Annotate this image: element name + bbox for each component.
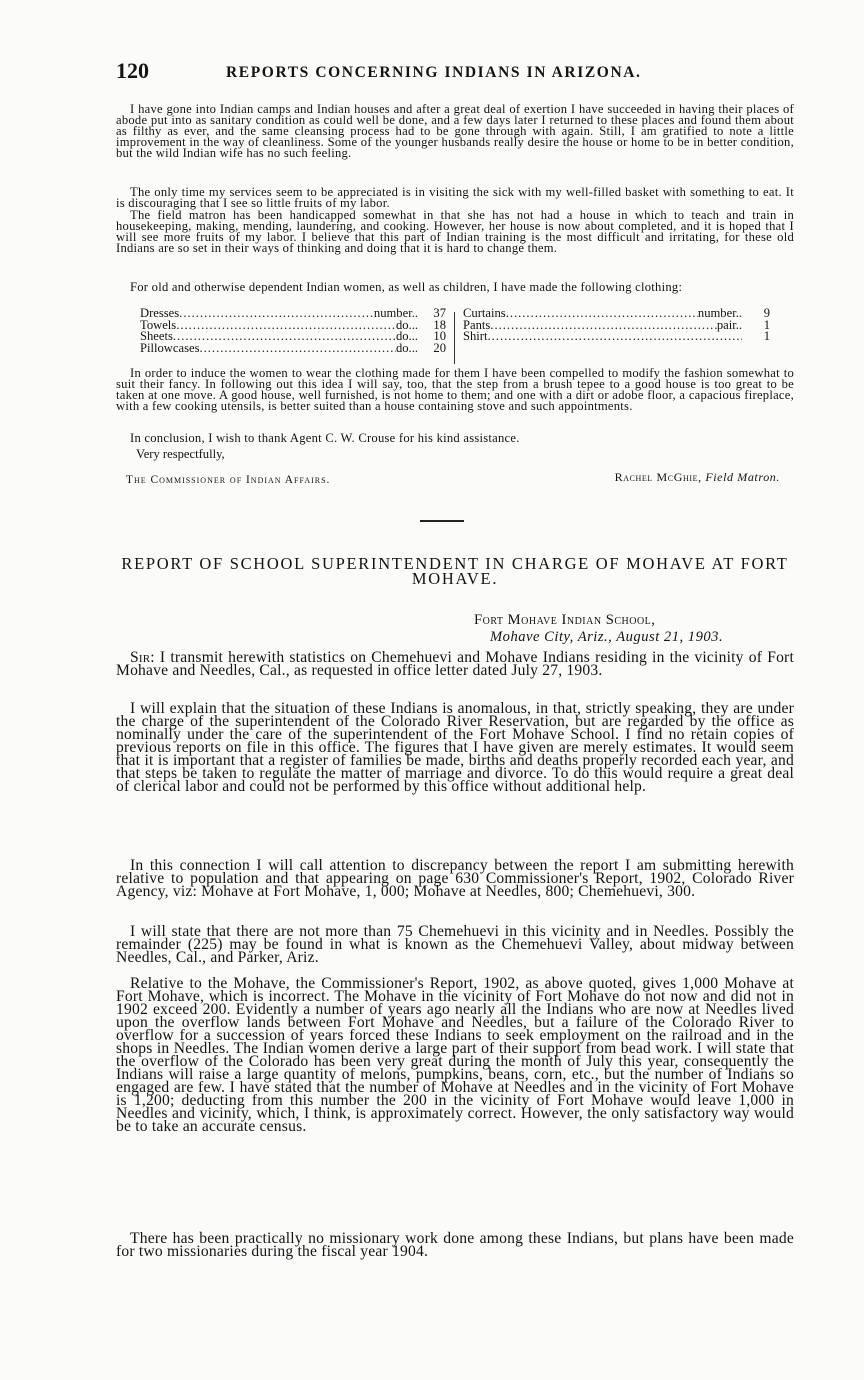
leader-dots [179, 308, 374, 320]
school-paragraph-4: I will state that there are not more than 75 Chemehuevi in this vicinity and in Needles. Possibly the remainder (225) may be found in what is known as the Chemehuevi Valley, about midway between Needles, Cal., and Parker, Ariz. [116, 923, 794, 966]
leader-dots [490, 320, 717, 332]
school-paragraph-6: There has been practically no missionary work done among these Indians, but plans have been made for two missionaries during the fiscal year 1904. [116, 1230, 794, 1260]
dateline-school: Fort Mohave Indian School, [474, 612, 656, 628]
clothing-unit: do... [395, 340, 418, 355]
clothing-count: 37 [433, 306, 446, 320]
clothing-unit: pair.. [716, 317, 742, 332]
section-divider [420, 520, 464, 522]
leader-dots [199, 343, 395, 355]
clothing-row [140, 340, 446, 355]
clothing-item: Pillowcases [140, 340, 200, 355]
clothing-unit: number.. [697, 306, 742, 320]
salutation: Sir: [130, 649, 155, 666]
clothing-item: Pants [463, 317, 491, 332]
clothing-row [463, 317, 770, 332]
clothing-count: 18 [433, 317, 446, 332]
clothing-row [463, 331, 770, 343]
matron-paragraph-2: The only time my services seem to be appreciated is in visiting the sick with my well-filled basket with something to eat. It is discouraging that I see so little fruits of my labor. [116, 185, 794, 210]
table-divider [454, 312, 455, 364]
matron-paragraph-4: For old and otherwise dependent Indian women, as well as children, I have made the following clothing: [130, 280, 683, 294]
school-paragraph-3: In this connection I will call attention to discrepancy between the report I am submitting herewith relative to population and that appearing on page 630 Commissioner's Report, 1902, Colorado River Agency, viz: Mohave at Fort Mohave, 1, 000; Mohave at Needles, 800; Chemehuevi, 300. [116, 857, 794, 900]
dateline [474, 612, 723, 646]
clothing-item: Curtains [463, 306, 506, 320]
clothing-unit: do... [395, 329, 418, 344]
closing: Very respectfully, [136, 447, 225, 461]
school-paragraph-1-text: I transmit herewith statistics on Chemehuevi and Mohave Indians residing in the vicinity of Fort Mohave and Needles, Cal., as requested in office letter dated July 27, 1903. [116, 649, 794, 679]
clothing-item: Shirt [463, 329, 488, 344]
clothing-count: 10 [433, 329, 446, 344]
clothing-table [140, 308, 780, 364]
addressee: The Commissioner of Indian Affairs. [126, 474, 331, 486]
dateline-place: Mohave City, Ariz., August 21, 1903. [490, 629, 724, 645]
school-paragraph-1 [116, 651, 794, 677]
clothing-item: Dresses [140, 306, 180, 320]
leader-dots [173, 331, 396, 343]
clothing-table-left-column [140, 308, 446, 354]
matron-paragraph-5: In order to induce the women to wear the clothing made for them I have been compelled to modify the fashion somewhat to suit their fancy. In following out this idea I will say, too, that the step from a brush tepee to a good house is too great to be taken at one move. A good house, well furnished, is not home to them; and one with a dirt or adobe floor, a capacious fireplace, with a few cooking utensils, is better suited than a house containing stove and such appointments. [116, 366, 794, 413]
page-number: 120 [116, 58, 149, 83]
leader-dots [488, 331, 743, 343]
clothing-item: Sheets [140, 329, 173, 344]
signature-title: Field Matron. [705, 470, 780, 484]
clothing-count: 9 [763, 306, 770, 320]
school-paragraph-2: I will explain that the situation of these Indians is anomalous, in that, strictly speaking, they are under the charge of the superintendent of the Colorado River Reservation, but are regarded by the office as nominally under the care of the superintendent of the Fort Mohave School. I find no retain copies of previous reports on file in this office. The figures that I have given are merely estimates. It would seem that it is important that a register of families be made, births and deaths properly recorded each year, and that steps be taken to regulate the matter of marriage and divorce. To do this would require a great deal of clerical labor and could not be performed by this office without additional help. [116, 700, 794, 795]
school-paragraph-5: Relative to the Mohave, the Commissioner's Report, 1902, as above quoted, gives 1,000 Mohave at Fort Mohave, which is incorrect. The Mohave in the vicinity of Fort Mohave do not now and did not in 1902 exceed 200. Evidently a number of years ago nearly all the Indians who are now at Needles lived upon the overflow lands between Fort Mohave and Needles, but a failure of the Colorado River to overflow for a succession of years forced these Indians to seek employment on the railroad and in the shops in Needles. The Indian women derive a large part of their support from bead work. I will state that the overflow of the Colorado has been very great during the month of July this year, consequently the Indians will raise a large quantity of melons, pumpkins, beans, corn, etc., but the number of Indians so engaged are few. I have stated that the number of Mohave at Needles and in the vicinity of Fort Mohave is 1,200; deducting from this number the 200 in the vicinity of Fort Mohave would leave 1,000 in Needles and vicinity, which, I think, is approximately correct. However, the only satisfactory way would be to take an accurate census. [116, 975, 794, 1135]
clothing-unit: do... [395, 317, 418, 332]
section-heading: REPORT OF SCHOOL SUPERINTENDENT IN CHARGE OF MOHAVE AT FORT MOHAVE. [121, 554, 789, 588]
leader-dots [176, 320, 396, 332]
clothing-count: 20 [433, 340, 446, 355]
running-title: REPORTS CONCERNING INDIANS IN ARIZONA. [226, 64, 642, 81]
matron-paragraph-6: In conclusion, I wish to thank Agent C. W. Crouse for his kind assistance. [130, 431, 520, 445]
clothing-table-right-column [463, 308, 770, 343]
clothing-unit: number.. [373, 306, 418, 320]
signature [615, 470, 780, 485]
clothing-count: 1 [763, 317, 770, 332]
matron-paragraph-1: I have gone into Indian camps and Indian houses and after a great deal of exertion I have succeeded in having their places of abode put into as sanitary condition as could well be done, and a few days later I returned to these places and found them about as filthy as ever, and the same cleansing process had to be gone through with again. Still, I am gratified to note a little improvement in the way of cleanliness. Some of the younger husbands really desire the house or home to be in better condition, but the wild Indian wife has no such feeling. [116, 102, 794, 160]
clothing-count: 1 [763, 329, 770, 344]
clothing-item: Towels [140, 317, 177, 332]
matron-paragraph-3: The field matron has been handicapped somewhat in that she has not had a house in which to teach and train in housekeeping, making, mending, laundering, and cooking. However, her house is now about completed, and it is hoped that I will see more fruits of my labor. I believe that this part of Indian training is the most difficult and irritating, for these old Indians are so set in their ways of thinking and doing that it is hard to change them. [116, 208, 794, 255]
leader-dots [506, 308, 698, 320]
signature-name: Rachel McGhie, [614, 470, 702, 484]
